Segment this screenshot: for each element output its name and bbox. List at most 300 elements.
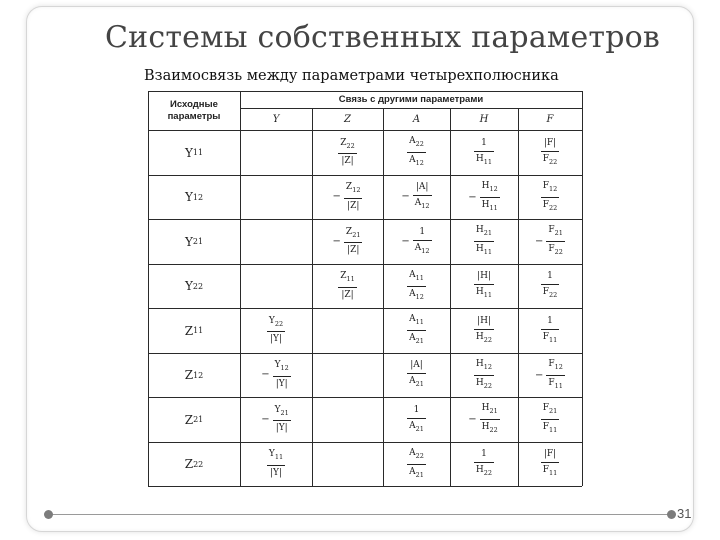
numerator-symbol: Z (340, 137, 347, 148)
numerator-symbol: Y (268, 449, 275, 460)
denominator-symbol: F (542, 422, 549, 432)
table-cell (518, 442, 582, 486)
denominator-symbol: A (409, 288, 416, 299)
formula-denominator (407, 155, 426, 169)
formula-fraction (474, 316, 494, 346)
formula-numerator (412, 405, 422, 416)
formula-fraction (338, 271, 357, 301)
column-header-h: H (479, 113, 489, 125)
table-cell (240, 130, 312, 175)
formula-sign: − (332, 235, 341, 247)
conversion-formula (541, 138, 560, 168)
column-header-y: Y (272, 113, 280, 125)
formula-numerator (542, 449, 558, 460)
table-cell (450, 264, 518, 308)
formula-numerator (407, 448, 426, 462)
fraction-bar (407, 286, 426, 287)
denominator-symbol-subscript: 22 (554, 247, 563, 256)
fraction-bar (407, 373, 426, 374)
fraction-bar (546, 241, 565, 242)
conversion-formula (407, 405, 426, 435)
denominator-symbol: F (542, 465, 549, 476)
denominator-symbol: A (414, 242, 422, 253)
numerator-symbol-subscript: 22 (346, 141, 355, 150)
formula-numerator (475, 271, 493, 282)
header-source-line-2: параметры (167, 110, 221, 122)
denominator-symbol: |Z| (347, 245, 360, 256)
formula-numerator (273, 405, 291, 419)
formula-sign: − (261, 413, 270, 425)
conversion-formula (474, 449, 494, 479)
denominator-symbol-subscript: 11 (483, 290, 493, 299)
table-cell (383, 130, 450, 175)
row-header-symbol-subscript: 21 (192, 237, 204, 246)
conversion-formula (267, 316, 285, 346)
formula-denominator (474, 378, 494, 392)
formula-denominator (268, 468, 284, 479)
numerator-symbol: |F| (543, 449, 557, 460)
row-header-y12 (148, 175, 240, 219)
formula-denominator (413, 198, 432, 212)
formula-denominator (268, 334, 284, 345)
numerator-symbol: F (542, 180, 549, 191)
formula-sign: − (535, 236, 544, 247)
table-cell (518, 264, 582, 308)
denominator-symbol-subscript: 11 (548, 468, 558, 477)
conversion-formula (407, 448, 426, 481)
numerator-symbol: A (409, 136, 416, 147)
fraction-bar (474, 375, 494, 376)
column-header-z: Z (344, 113, 351, 125)
formula-fraction (407, 314, 426, 347)
numerator-symbol-subscript: 22 (415, 140, 424, 148)
formula-numerator (344, 182, 363, 196)
denominator-symbol-subscript: 11 (554, 381, 563, 390)
table-cell (450, 353, 518, 397)
numerator-symbol-subscript: 21 (489, 407, 498, 415)
header-source-line-1: Исходные (170, 98, 218, 110)
numerator-symbol-subscript: 12 (280, 363, 289, 372)
fraction-bar (480, 197, 500, 198)
table-cell (450, 130, 518, 175)
row-header-symbol-subscript: 21 (193, 415, 204, 424)
column-header-f: F (546, 113, 554, 125)
conversion-formula (474, 359, 494, 392)
formula-fraction (541, 138, 560, 168)
conversion-formula (407, 314, 426, 347)
denominator-symbol: |Y| (275, 423, 288, 434)
conversion-formula (535, 359, 565, 392)
row-header-z12 (148, 353, 240, 397)
denominator-symbol: |Y| (269, 334, 282, 345)
formula-denominator (407, 376, 426, 390)
denominator-symbol: |Z| (341, 289, 354, 300)
formula-fraction (541, 403, 560, 436)
table-cell (312, 442, 383, 486)
row-header-symbol-subscript: 12 (192, 192, 204, 202)
denominator-symbol: A (409, 420, 416, 431)
formula-numerator (545, 271, 555, 282)
formula-denominator (546, 378, 565, 392)
numerator-symbol-subscript: 21 (548, 407, 558, 415)
row-header-symbol-subscript: 11 (192, 148, 204, 157)
numerator-symbol: Z (340, 271, 347, 282)
table-cell (312, 130, 383, 175)
numerator-symbol: H (475, 225, 484, 236)
table-cell (383, 175, 450, 219)
numerator-symbol: |A| (415, 182, 429, 193)
numerator-symbol: Y (274, 360, 281, 371)
formula-fraction (344, 182, 363, 212)
denominator-symbol: H (475, 465, 484, 476)
denominator-symbol: A (409, 155, 416, 165)
denominator-symbol: F (548, 377, 555, 388)
conversion-formula (261, 405, 291, 435)
formula-fraction (541, 271, 560, 301)
formula-denominator (541, 154, 560, 168)
denominator-symbol: H (475, 377, 484, 388)
table-cell (518, 308, 582, 353)
denominator-symbol: F (542, 331, 549, 342)
table-cell (312, 308, 383, 353)
formula-fraction (273, 405, 291, 435)
table-cell (450, 219, 518, 264)
formula-numerator (338, 138, 357, 152)
footer-rule (47, 514, 672, 515)
formula-fraction (407, 360, 426, 390)
numerator-symbol-subscript: 12 (489, 184, 498, 193)
denominator-symbol: A (409, 376, 416, 387)
formula-denominator (274, 423, 290, 434)
fraction-bar (273, 376, 291, 377)
formula-fraction (541, 449, 560, 479)
formula-denominator (541, 332, 560, 346)
formula-sign: − (468, 191, 477, 203)
page-number: 31 (677, 506, 692, 521)
formula-denominator (541, 465, 560, 479)
table-cell (518, 219, 582, 264)
formula-fraction (546, 359, 565, 392)
numerator-symbol: Z (345, 226, 353, 237)
denominator-symbol-subscript: 12 (415, 292, 424, 301)
row-header-symbol: Y (184, 279, 193, 293)
numerator-symbol: |F| (543, 137, 557, 148)
numerator-symbol-subscript: 12 (554, 362, 563, 371)
table-cell (518, 353, 582, 397)
fraction-bar (546, 375, 565, 376)
formula-denominator (541, 287, 560, 301)
formula-denominator (413, 243, 432, 257)
row-header-symbol: Z (184, 323, 194, 338)
denominator-symbol: F (542, 287, 549, 298)
fraction-bar (474, 329, 494, 330)
denominator-symbol: A (414, 198, 422, 209)
formula-fraction (474, 138, 494, 168)
formula-denominator (546, 244, 565, 258)
formula-fraction (474, 271, 494, 301)
formula-numerator (542, 138, 558, 149)
formula-fraction (541, 181, 560, 214)
header-relation-group: Связь с другими параметрами (338, 93, 484, 105)
formula-denominator (480, 200, 500, 214)
denominator-symbol: |Z| (341, 156, 354, 167)
numerator-symbol-subscript: 21 (352, 230, 361, 239)
denominator-symbol-subscript: 12 (421, 246, 430, 255)
row-header-z11 (148, 308, 240, 353)
denominator-symbol-subscript: 22 (483, 468, 493, 477)
formula-fraction (344, 227, 363, 257)
numerator-symbol: |H| (477, 271, 491, 282)
row-header-symbol: Y (184, 234, 193, 249)
fraction-bar (541, 284, 560, 285)
formula-sign: − (261, 369, 270, 381)
row-header-z21 (148, 397, 240, 442)
row-header-symbol-subscript: 22 (193, 459, 204, 469)
formula-numerator (479, 449, 489, 460)
formula-numerator (273, 360, 291, 374)
denominator-symbol: |Z| (347, 200, 360, 211)
numerator-symbol: A (409, 447, 416, 458)
formula-numerator (480, 403, 500, 417)
conversion-formula (407, 136, 426, 169)
row-header-symbol: Y (184, 190, 193, 204)
table-cell (312, 353, 383, 397)
formula-denominator (541, 422, 560, 436)
slide-subtitle: Взаимосвязь между параметрами четырехполюсника (144, 68, 559, 84)
table-cell (383, 308, 450, 353)
conversion-formula (401, 227, 431, 257)
fraction-bar (413, 240, 432, 241)
table-cell (240, 442, 312, 486)
formula-denominator (474, 287, 494, 301)
row-header-y22 (148, 264, 240, 308)
fraction-bar (474, 241, 494, 242)
table-cell (450, 308, 518, 353)
formula-numerator (480, 181, 500, 195)
slide-title: Системы собственных параметров (105, 20, 660, 55)
formula-sign: − (535, 369, 544, 381)
conversion-formula (535, 225, 565, 258)
formula-fraction (267, 316, 285, 346)
row-header-symbol: Z (184, 457, 194, 471)
denominator-symbol-subscript: 12 (415, 158, 424, 167)
formula-fraction (474, 449, 494, 479)
fraction-bar (407, 330, 426, 331)
fraction-bar (267, 465, 285, 466)
row-header-symbol: Z (184, 412, 194, 427)
formula-numerator (408, 360, 425, 371)
formula-numerator (474, 225, 494, 239)
fraction-bar (413, 195, 432, 196)
formula-numerator (541, 181, 560, 195)
formula-numerator (407, 270, 426, 284)
table-cell (312, 219, 383, 264)
numerator-symbol: F (542, 403, 549, 414)
formula-sign: − (468, 414, 477, 425)
conversion-formula (338, 138, 357, 168)
table-cell (383, 264, 450, 308)
formula-denominator (339, 290, 355, 301)
formula-denominator (407, 333, 426, 347)
numerator-symbol: Z (345, 182, 353, 193)
formula-fraction (407, 448, 426, 481)
formula-denominator (407, 289, 426, 303)
formula-denominator (345, 201, 361, 212)
conversion-formula (333, 182, 363, 212)
row-header-symbol-subscript: 22 (192, 281, 204, 291)
formula-fraction (407, 136, 426, 169)
denominator-symbol: F (548, 244, 555, 254)
formula-numerator (407, 136, 426, 150)
numerator-symbol: 1 (419, 226, 426, 237)
formula-denominator (407, 421, 426, 435)
table-cell (240, 264, 312, 308)
numerator-symbol: Y (274, 404, 281, 415)
fraction-bar (273, 420, 291, 421)
numerator-symbol-subscript: 11 (346, 274, 355, 283)
formula-denominator (474, 244, 494, 258)
conversion-formula (474, 138, 494, 168)
conversion-formula (474, 271, 494, 301)
row-header-symbol: Z (184, 368, 194, 382)
fraction-bar (407, 464, 426, 465)
denominator-symbol-subscript: 11 (548, 425, 558, 434)
formula-fraction (273, 360, 291, 390)
numerator-symbol: H (475, 358, 484, 369)
formula-numerator (267, 449, 285, 463)
denominator-symbol-subscript: 12 (421, 201, 430, 210)
table-cell (383, 219, 450, 264)
numerator-symbol: 1 (481, 449, 487, 460)
formula-sign: − (401, 235, 410, 247)
formula-denominator (480, 422, 500, 436)
footer-dot-left (44, 510, 53, 519)
table-rule-row (148, 486, 582, 487)
table-cell (312, 175, 383, 219)
row-header-y11 (148, 130, 240, 175)
numerator-symbol-subscript: 11 (415, 273, 424, 282)
conversion-formula (541, 181, 560, 214)
column-header-a: A (412, 113, 421, 125)
denominator-symbol: H (475, 244, 484, 254)
formula-numerator (474, 359, 494, 373)
numerator-symbol-subscript: 21 (483, 229, 493, 237)
table-cell (312, 397, 383, 442)
numerator-symbol: F (548, 358, 555, 369)
formula-sign: − (332, 191, 341, 203)
denominator-symbol-subscript: 22 (548, 157, 558, 166)
conversion-formula (541, 316, 560, 346)
fraction-bar (344, 198, 363, 199)
row-header-z22 (148, 442, 240, 486)
table-cell (240, 397, 312, 442)
denominator-symbol: F (542, 153, 549, 164)
formula-denominator (274, 379, 290, 390)
fraction-bar (474, 151, 494, 152)
formula-fraction (267, 449, 285, 479)
denominator-symbol-subscript: 22 (548, 203, 558, 212)
table-cell (383, 353, 450, 397)
fraction-bar (338, 153, 357, 154)
fraction-bar (407, 418, 426, 419)
formula-denominator (474, 332, 494, 346)
denominator-symbol-subscript: 21 (415, 379, 424, 388)
formula-numerator (344, 227, 363, 241)
header-source-params (148, 91, 240, 130)
formula-fraction (474, 225, 494, 258)
numerator-symbol-subscript: 21 (554, 229, 563, 237)
conversion-formula (541, 449, 560, 479)
formula-fraction (546, 225, 565, 258)
formula-fraction (413, 182, 432, 212)
row-header-symbol-subscript: 12 (193, 370, 204, 380)
conversion-formula (261, 360, 291, 390)
numerator-symbol: |H| (477, 315, 491, 326)
denominator-symbol-subscript: 22 (548, 290, 558, 299)
conversion-formula (468, 403, 500, 436)
conversion-formula (474, 225, 494, 258)
numerator-symbol: |A| (410, 360, 423, 371)
formula-denominator (339, 156, 355, 167)
denominator-symbol-subscript: 21 (415, 424, 424, 433)
numerator-symbol-subscript: 22 (274, 319, 284, 328)
formula-numerator (407, 314, 426, 328)
table-cell (240, 175, 312, 219)
table-cell (240, 353, 312, 397)
formula-fraction (480, 403, 500, 436)
fraction-bar (480, 419, 500, 420)
denominator-symbol: |Y| (269, 467, 282, 478)
fraction-bar (267, 331, 285, 332)
formula-numerator (338, 271, 357, 285)
row-header-symbol: Y (184, 145, 193, 160)
fraction-bar (338, 287, 357, 288)
row-header-symbol-subscript: 11 (193, 326, 204, 335)
denominator-symbol: F (542, 199, 549, 210)
formula-numerator (479, 138, 489, 149)
formula-fraction (338, 138, 357, 168)
table-cell (518, 130, 582, 175)
numerator-symbol: 1 (547, 315, 553, 326)
conversion-formula (474, 316, 494, 346)
formula-fraction (407, 405, 426, 435)
table-cell (383, 397, 450, 442)
numerator-symbol: 1 (413, 404, 420, 415)
denominator-symbol-subscript: 11 (489, 203, 498, 212)
formula-numerator (541, 403, 560, 417)
formula-fraction (480, 181, 500, 214)
formula-numerator (546, 225, 565, 239)
numerator-symbol-subscript: 21 (280, 408, 289, 417)
conversion-formula (338, 271, 357, 301)
fraction-bar (344, 242, 363, 243)
formula-numerator (545, 316, 555, 327)
formula-numerator (475, 316, 493, 327)
formula-denominator (541, 200, 560, 214)
numerator-symbol: A (409, 314, 416, 325)
formula-numerator (267, 316, 285, 330)
table-cell (518, 397, 582, 442)
fraction-bar (474, 284, 494, 285)
table-cell (240, 308, 312, 353)
footer-dot-right (667, 510, 676, 519)
numerator-symbol: 1 (547, 271, 553, 282)
conversion-formula (407, 270, 426, 303)
numerator-symbol-subscript: 11 (415, 318, 424, 326)
table-rule-top (148, 91, 582, 92)
table-rule-col (582, 91, 583, 486)
denominator-symbol: H (481, 199, 490, 210)
